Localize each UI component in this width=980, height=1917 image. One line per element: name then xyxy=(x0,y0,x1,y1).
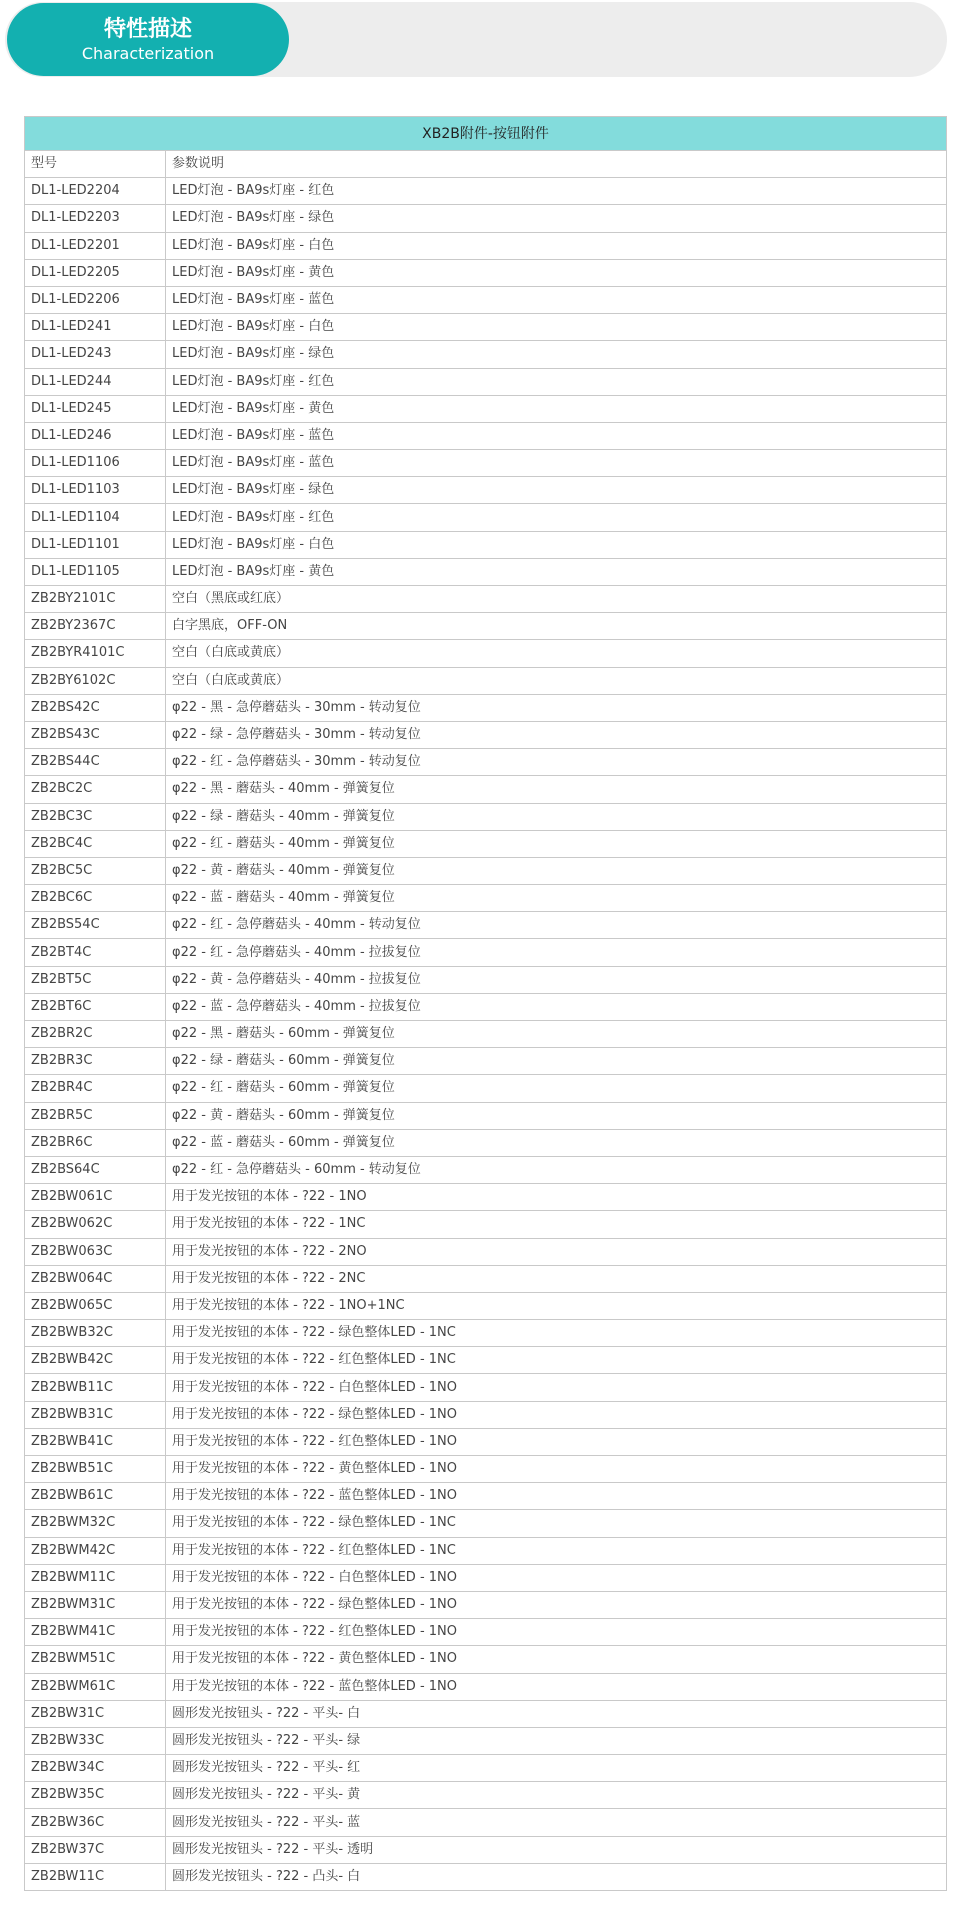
table-row xyxy=(25,1591,947,1618)
model-cell: ZB2BR2C xyxy=(25,1021,166,1048)
description-cell: φ22 - 红 - 急停蘑菇头 - 30mm - 转动复位 xyxy=(166,749,947,776)
model-cell: ZB2BS54C xyxy=(25,912,166,939)
model-cell: ZB2BW063C xyxy=(25,1238,166,1265)
model-cell: ZB2BWB41C xyxy=(25,1428,166,1455)
description-cell: LED灯泡 - BA9s灯座 - 白色 xyxy=(166,531,947,558)
table-row xyxy=(25,1510,947,1537)
table-row xyxy=(25,477,947,504)
description-cell: 空白（白底或黄底） xyxy=(166,667,947,694)
table-row xyxy=(25,1374,947,1401)
model-cell: ZB2BW065C xyxy=(25,1292,166,1319)
table-row xyxy=(25,422,947,449)
description-cell: φ22 - 红 - 急停蘑菇头 - 60mm - 转动复位 xyxy=(166,1156,947,1183)
model-cell: DL1-LED243 xyxy=(25,341,166,368)
description-cell: φ22 - 黑 - 蘑菇头 - 60mm - 弹簧复位 xyxy=(166,1021,947,1048)
table-row xyxy=(25,1292,947,1319)
description-cell: 用于发光按钮的本体 - ?22 - 1NO+1NC xyxy=(166,1292,947,1319)
description-cell: 用于发光按钮的本体 - ?22 - 绿色整体LED - 1NO xyxy=(166,1401,947,1428)
table-row xyxy=(25,830,947,857)
table-row xyxy=(25,885,947,912)
column-header-model: 型号 xyxy=(25,151,166,178)
spec-table xyxy=(24,116,947,1891)
model-cell: DL1-LED1103 xyxy=(25,477,166,504)
model-cell: DL1-LED2201 xyxy=(25,232,166,259)
model-cell: ZB2BR6C xyxy=(25,1129,166,1156)
table-row xyxy=(25,178,947,205)
model-cell: ZB2BWB31C xyxy=(25,1401,166,1428)
table-row xyxy=(25,1836,947,1863)
model-cell: DL1-LED2206 xyxy=(25,286,166,313)
description-cell: 用于发光按钮的本体 - ?22 - 2NO xyxy=(166,1238,947,1265)
table-row xyxy=(25,504,947,531)
table-row xyxy=(25,341,947,368)
description-cell: 用于发光按钮的本体 - ?22 - 1NC xyxy=(166,1211,947,1238)
table-row xyxy=(25,613,947,640)
table-row xyxy=(25,1809,947,1836)
description-cell: 白字黑底，OFF-ON xyxy=(166,613,947,640)
description-cell: LED灯泡 - BA9s灯座 - 黄色 xyxy=(166,395,947,422)
table-row xyxy=(25,205,947,232)
model-cell: ZB2BY2367C xyxy=(25,613,166,640)
table-row xyxy=(25,1428,947,1455)
description-cell: 用于发光按钮的本体 - ?22 - 1NO xyxy=(166,1184,947,1211)
model-cell: DL1-LED1105 xyxy=(25,558,166,585)
table-caption: XB2B附件-按钮附件 xyxy=(25,117,947,151)
model-cell: ZB2BW061C xyxy=(25,1184,166,1211)
description-cell: LED灯泡 - BA9s灯座 - 黄色 xyxy=(166,558,947,585)
model-cell: ZB2BW35C xyxy=(25,1782,166,1809)
description-cell: 用于发光按钮的本体 - ?22 - 白色整体LED - 1NO xyxy=(166,1564,947,1591)
model-cell: DL1-LED2203 xyxy=(25,205,166,232)
table-row xyxy=(25,776,947,803)
table-body xyxy=(25,178,947,1891)
description-cell: LED灯泡 - BA9s灯座 - 绿色 xyxy=(166,477,947,504)
model-cell: DL1-LED1101 xyxy=(25,531,166,558)
description-cell: 用于发光按钮的本体 - ?22 - 红色整体LED - 1NC xyxy=(166,1537,947,1564)
description-cell: φ22 - 红 - 急停蘑菇头 - 40mm - 拉拔复位 xyxy=(166,939,947,966)
table-row xyxy=(25,1673,947,1700)
description-cell: 圆形发光按钮头 - ?22 - 凸头- 白 xyxy=(166,1863,947,1890)
table-row xyxy=(25,395,947,422)
table-row xyxy=(25,939,947,966)
model-cell: ZB2BC3C xyxy=(25,803,166,830)
table-row xyxy=(25,286,947,313)
table-row xyxy=(25,1755,947,1782)
model-cell: ZB2BR5C xyxy=(25,1102,166,1129)
table-row xyxy=(25,966,947,993)
description-cell: 圆形发光按钮头 - ?22 - 平头- 黄 xyxy=(166,1782,947,1809)
model-cell: ZB2BWM42C xyxy=(25,1537,166,1564)
table-row xyxy=(25,803,947,830)
column-header-description: 参数说明 xyxy=(166,151,947,178)
description-cell: LED灯泡 - BA9s灯座 - 绿色 xyxy=(166,341,947,368)
table-row xyxy=(25,1483,947,1510)
section-title-en: Characterization xyxy=(81,44,215,63)
table-row xyxy=(25,1156,947,1183)
description-cell: φ22 - 绿 - 蘑菇头 - 60mm - 弹簧复位 xyxy=(166,1048,947,1075)
description-cell: LED灯泡 - BA9s灯座 - 黄色 xyxy=(166,259,947,286)
description-cell: 圆形发光按钮头 - ?22 - 平头- 透明 xyxy=(166,1836,947,1863)
description-cell: φ22 - 绿 - 急停蘑菇头 - 30mm - 转动复位 xyxy=(166,721,947,748)
model-cell: ZB2BW31C xyxy=(25,1700,166,1727)
table-row xyxy=(25,531,947,558)
model-cell: ZB2BY2101C xyxy=(25,586,166,613)
table-row xyxy=(25,232,947,259)
model-cell: DL1-LED1106 xyxy=(25,450,166,477)
table-row xyxy=(25,749,947,776)
model-cell: ZB2BWB61C xyxy=(25,1483,166,1510)
model-cell: ZB2BW33C xyxy=(25,1727,166,1754)
model-cell: ZB2BWB11C xyxy=(25,1374,166,1401)
model-cell: ZB2BW37C xyxy=(25,1836,166,1863)
table-row xyxy=(25,1564,947,1591)
table-row xyxy=(25,1537,947,1564)
section-title-pill xyxy=(7,3,289,76)
description-cell: φ22 - 绿 - 蘑菇头 - 40mm - 弹簧复位 xyxy=(166,803,947,830)
description-cell: 用于发光按钮的本体 - ?22 - 黄色整体LED - 1NO xyxy=(166,1456,947,1483)
model-cell: DL1-LED245 xyxy=(25,395,166,422)
model-cell: ZB2BWM31C xyxy=(25,1591,166,1618)
description-cell: φ22 - 黑 - 急停蘑菇头 - 30mm - 转动复位 xyxy=(166,694,947,721)
table-row xyxy=(25,1456,947,1483)
table-row xyxy=(25,259,947,286)
table-row xyxy=(25,1184,947,1211)
description-cell: LED灯泡 - BA9s灯座 - 红色 xyxy=(166,504,947,531)
table-row xyxy=(25,1265,947,1292)
table-row xyxy=(25,1075,947,1102)
table-row xyxy=(25,368,947,395)
description-cell: φ22 - 蓝 - 蘑菇头 - 60mm - 弹簧复位 xyxy=(166,1129,947,1156)
model-cell: DL1-LED246 xyxy=(25,422,166,449)
description-cell: 用于发光按钮的本体 - ?22 - 绿色整体LED - 1NO xyxy=(166,1591,947,1618)
description-cell: LED灯泡 - BA9s灯座 - 绿色 xyxy=(166,205,947,232)
description-cell: 用于发光按钮的本体 - ?22 - 绿色整体LED - 1NC xyxy=(166,1320,947,1347)
description-cell: LED灯泡 - BA9s灯座 - 白色 xyxy=(166,314,947,341)
description-cell: LED灯泡 - BA9s灯座 - 红色 xyxy=(166,178,947,205)
description-cell: LED灯泡 - BA9s灯座 - 红色 xyxy=(166,368,947,395)
model-cell: DL1-LED1104 xyxy=(25,504,166,531)
description-cell: φ22 - 黄 - 急停蘑菇头 - 40mm - 拉拔复位 xyxy=(166,966,947,993)
model-cell: ZB2BW062C xyxy=(25,1211,166,1238)
table-row xyxy=(25,1347,947,1374)
table-row xyxy=(25,1129,947,1156)
table-row xyxy=(25,586,947,613)
table-row xyxy=(25,640,947,667)
table-row xyxy=(25,1401,947,1428)
model-cell: ZB2BWM41C xyxy=(25,1619,166,1646)
table-row xyxy=(25,1646,947,1673)
model-cell: DL1-LED244 xyxy=(25,368,166,395)
description-cell: LED灯泡 - BA9s灯座 - 蓝色 xyxy=(166,286,947,313)
description-cell: φ22 - 红 - 急停蘑菇头 - 40mm - 转动复位 xyxy=(166,912,947,939)
model-cell: ZB2BS44C xyxy=(25,749,166,776)
description-cell: 用于发光按钮的本体 - ?22 - 红色整体LED - 1NO xyxy=(166,1619,947,1646)
description-cell: 空白（白底或黄底） xyxy=(166,640,947,667)
model-cell: DL1-LED241 xyxy=(25,314,166,341)
model-cell: ZB2BY6102C xyxy=(25,667,166,694)
model-cell: ZB2BS42C xyxy=(25,694,166,721)
model-cell: ZB2BWM51C xyxy=(25,1646,166,1673)
description-cell: 用于发光按钮的本体 - ?22 - 红色整体LED - 1NO xyxy=(166,1428,947,1455)
model-cell: ZB2BT4C xyxy=(25,939,166,966)
description-cell: 圆形发光按钮头 - ?22 - 平头- 红 xyxy=(166,1755,947,1782)
description-cell: φ22 - 黄 - 蘑菇头 - 60mm - 弹簧复位 xyxy=(166,1102,947,1129)
model-cell: ZB2BC6C xyxy=(25,885,166,912)
model-cell: ZB2BWM11C xyxy=(25,1564,166,1591)
table-row xyxy=(25,1727,947,1754)
model-cell: ZB2BC5C xyxy=(25,857,166,884)
description-cell: 用于发光按钮的本体 - ?22 - 黄色整体LED - 1NO xyxy=(166,1646,947,1673)
model-cell: ZB2BWB32C xyxy=(25,1320,166,1347)
model-cell: DL1-LED2205 xyxy=(25,259,166,286)
table-row xyxy=(25,1102,947,1129)
description-cell: φ22 - 黄 - 蘑菇头 - 40mm - 弹簧复位 xyxy=(166,857,947,884)
description-cell: 圆形发光按钮头 - ?22 - 平头- 绿 xyxy=(166,1727,947,1754)
table-row xyxy=(25,857,947,884)
model-cell: ZB2BC4C xyxy=(25,830,166,857)
table-row xyxy=(25,558,947,585)
description-cell: φ22 - 红 - 蘑菇头 - 40mm - 弹簧复位 xyxy=(166,830,947,857)
table-row xyxy=(25,667,947,694)
description-cell: 用于发光按钮的本体 - ?22 - 2NC xyxy=(166,1265,947,1292)
table-caption-row xyxy=(25,117,947,151)
model-cell: ZB2BW11C xyxy=(25,1863,166,1890)
model-cell: ZB2BWB42C xyxy=(25,1347,166,1374)
table-row xyxy=(25,1320,947,1347)
description-cell: 圆形发光按钮头 - ?22 - 平头- 白 xyxy=(166,1700,947,1727)
section-title-zh: 特性描述 xyxy=(103,17,192,42)
description-cell: φ22 - 红 - 蘑菇头 - 60mm - 弹簧复位 xyxy=(166,1075,947,1102)
model-cell: ZB2BT6C xyxy=(25,993,166,1020)
table-row xyxy=(25,1238,947,1265)
description-cell: 用于发光按钮的本体 - ?22 - 红色整体LED - 1NC xyxy=(166,1347,947,1374)
description-cell: LED灯泡 - BA9s灯座 - 蓝色 xyxy=(166,422,947,449)
table-row xyxy=(25,1863,947,1890)
table-row xyxy=(25,1700,947,1727)
table-row xyxy=(25,1211,947,1238)
table-row xyxy=(25,314,947,341)
description-cell: φ22 - 黑 - 蘑菇头 - 40mm - 弹簧复位 xyxy=(166,776,947,803)
description-cell: 用于发光按钮的本体 - ?22 - 绿色整体LED - 1NC xyxy=(166,1510,947,1537)
model-cell: ZB2BWM61C xyxy=(25,1673,166,1700)
model-cell: ZB2BW34C xyxy=(25,1755,166,1782)
model-cell: ZB2BWM32C xyxy=(25,1510,166,1537)
model-cell: DL1-LED2204 xyxy=(25,178,166,205)
table-row xyxy=(25,993,947,1020)
model-cell: ZB2BR3C xyxy=(25,1048,166,1075)
description-cell: 空白（黑底或红底） xyxy=(166,586,947,613)
table-row xyxy=(25,721,947,748)
model-cell: ZB2BYR4101C xyxy=(25,640,166,667)
description-cell: 用于发光按钮的本体 - ?22 - 白色整体LED - 1NO xyxy=(166,1374,947,1401)
table-row xyxy=(25,1048,947,1075)
table-row xyxy=(25,912,947,939)
model-cell: ZB2BR4C xyxy=(25,1075,166,1102)
model-cell: ZB2BW36C xyxy=(25,1809,166,1836)
table-row xyxy=(25,450,947,477)
model-cell: ZB2BW064C xyxy=(25,1265,166,1292)
model-cell: ZB2BC2C xyxy=(25,776,166,803)
description-cell: 用于发光按钮的本体 - ?22 - 蓝色整体LED - 1NO xyxy=(166,1673,947,1700)
description-cell: LED灯泡 - BA9s灯座 - 蓝色 xyxy=(166,450,947,477)
table-row xyxy=(25,694,947,721)
model-cell: ZB2BWB51C xyxy=(25,1456,166,1483)
model-cell: ZB2BS43C xyxy=(25,721,166,748)
description-cell: φ22 - 蓝 - 蘑菇头 - 40mm - 弹簧复位 xyxy=(166,885,947,912)
model-cell: ZB2BT5C xyxy=(25,966,166,993)
table-row xyxy=(25,1782,947,1809)
description-cell: φ22 - 蓝 - 急停蘑菇头 - 40mm - 拉拔复位 xyxy=(166,993,947,1020)
description-cell: 圆形发光按钮头 - ?22 - 平头- 蓝 xyxy=(166,1809,947,1836)
description-cell: LED灯泡 - BA9s灯座 - 白色 xyxy=(166,232,947,259)
model-cell: ZB2BS64C xyxy=(25,1156,166,1183)
table-header-row xyxy=(25,151,947,178)
table-row xyxy=(25,1619,947,1646)
table-row xyxy=(25,1021,947,1048)
description-cell: 用于发光按钮的本体 - ?22 - 蓝色整体LED - 1NO xyxy=(166,1483,947,1510)
